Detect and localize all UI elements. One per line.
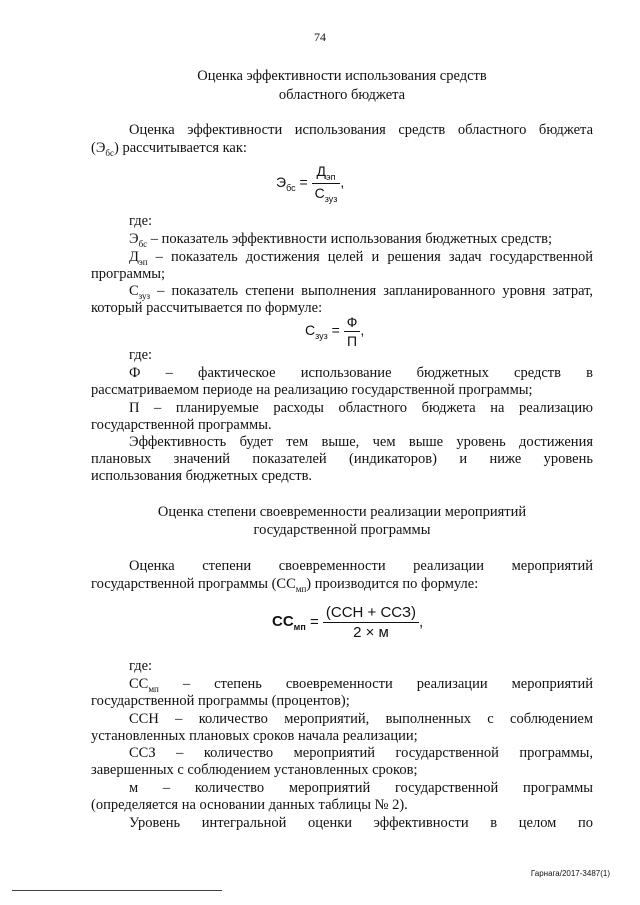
def-f-line1: Ф – фактическое использование бюджетных средств в: [129, 365, 593, 381]
section2-title-line2: государственной программы: [253, 522, 431, 538]
formula-ebs: $Э_{бс}$ = $\frac{Д_{эп}}{С_{зуз}}$ ,: [276, 163, 345, 204]
def-ssmp-line2: государственной программы (процентов);: [91, 693, 350, 709]
footer-divider: [12, 890, 222, 891]
def-ssn-line2: установленных плановых сроков начала реализации;: [91, 728, 418, 744]
section2-title-line1: Оценка степени своевременности реализации мероприятий: [157, 504, 527, 520]
def-ssn-line1: ССН – количество мероприятий, выполненных с соблюдением: [129, 711, 593, 727]
def-dep-line2: программы;: [91, 266, 166, 282]
formula-ssmp: $СС_{мп}$ = $\frac{\text{(ССН + ССЗ)}}{2 \times м}$ ,: [272, 604, 424, 641]
section1-intro-line2: $(Э_{бс})$ рассчитывается как:: [91, 140, 247, 158]
def-ssz-line2: завершенных с соблюдением установленных сроков;: [91, 762, 418, 778]
section1-intro-line1: Оценка эффективности использования средств областного бюджета: [129, 122, 593, 138]
section1-title-line2: областного бюджета: [278, 87, 406, 103]
eff-line2: плановых значений показателей (индикаторов) и ниже уровень: [91, 451, 593, 467]
page-number: 74: [314, 30, 326, 44]
def-m-line2: (определяется на основании данных таблицы № 2).: [91, 797, 408, 813]
def-szuz-line1: $С_{зуз}$ – показатель степени выполнения запланированного уровня затрат,: [129, 283, 593, 301]
where-label-1: где:: [129, 213, 153, 229]
footer-code: Гарнага/2017-3487(1): [530, 869, 610, 878]
where-label-3: где:: [129, 658, 153, 674]
def-m-line1: м – количество мероприятий государственной программы: [129, 780, 593, 796]
def-ssmp-line1: $СС_{мп}$ – степень своевременности реализации мероприятий: [129, 676, 593, 694]
def-p-line1: П – планируемые расходы областного бюджета на реализацию: [129, 400, 593, 416]
section2-intro-line1: Оценка степени своевременности реализации мероприятий: [129, 558, 593, 574]
def-szuz-line2: который рассчитывается по формуле:: [91, 300, 323, 316]
def-dep-line1: $Д_{эп}$ – показатель достижения целей и решения задач государственной: [129, 249, 593, 267]
formula-szuz: $С_{зуз}$ = $\frac{Ф}{П}$ ,: [305, 314, 365, 349]
last-line: Уровень интегральной оценки эффективности в целом по: [129, 815, 593, 831]
where-label-2: где:: [129, 347, 153, 363]
section2-intro-line2: государственной программы $(СС_{мп})$ производится по формуле:: [91, 576, 479, 594]
def-ebs: $Э_{бс}$ – показатель эффективности использования бюджетных средств;: [129, 231, 553, 249]
def-ssz-line1: ССЗ – количество мероприятий государственной программы,: [129, 745, 593, 761]
def-f-line2: рассматриваемом периоде на реализацию государственной программы;: [91, 382, 533, 398]
def-p-line2: государственной программы.: [91, 417, 272, 433]
section1-title-line1: Оценка эффективности использования средств: [197, 68, 487, 84]
eff-line3: использования бюджетных средств.: [91, 468, 313, 484]
eff-line1: Эффективность будет тем выше, чем выше уровень достижения: [129, 434, 593, 450]
